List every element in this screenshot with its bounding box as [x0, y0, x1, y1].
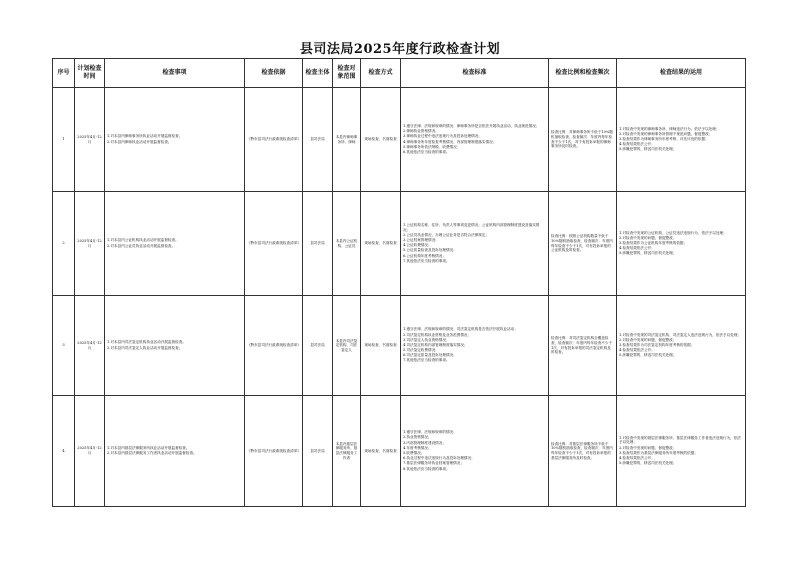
result-line: 5.涉嫌犯罪的，移送司法机关处理。: [619, 251, 677, 256]
header-method: 检查方式: [361, 59, 401, 88]
row-object: 本县内司法鉴定机构、司法鉴定人: [333, 296, 361, 396]
row-object: 本县内基层法律服务所、基层法律服务工作者: [333, 396, 361, 507]
row-object: 本县内律师事务所、律师: [333, 88, 361, 192]
item-line: 1.对本县内基层法律服务所执业活动开展监督检查。: [107, 445, 190, 450]
item-line: 1.对本县内司法鉴定机构执业活动开展监督检查。: [107, 340, 186, 345]
table-row: [53, 296, 746, 396]
header-subject: 检查主体: [303, 59, 333, 88]
row-basis: 《黔东县司法行政系统检查清单》: [245, 296, 303, 396]
header-standard: 检查标准: [401, 59, 549, 88]
row-no: 4: [53, 396, 75, 507]
standard-line: 4.律师事务所年度检查考核情况、内部管理制度落实情况；: [403, 139, 497, 144]
row-result: [617, 88, 746, 192]
standard-line: 3.司法鉴定人执业资格情况；: [403, 337, 450, 342]
row-ratio: 检查比例：对基层法律服务所不低于10%随机抽取检查，检查频次：年度内每年检查不少于1次，对有投诉举报的基层法律服务所及时检查。: [549, 396, 617, 507]
item-line: 2.对本县内公证员执业活动开展监督检查。: [107, 243, 176, 248]
standard-line: 4.司法鉴定机构内部管理制度落实情况；: [403, 342, 468, 347]
header-ratio: 检查比例和检查频次: [549, 59, 617, 88]
result-line: 5.涉嫌犯罪的，移送司法机关处理。: [619, 147, 677, 152]
row-method: 现场检查、书面检查: [361, 396, 401, 507]
standard-line: 4.年度考核情况；: [403, 445, 432, 450]
item-line: 1.对本县内公证机构执业活动开展监督检查。: [107, 238, 179, 243]
table-row: [53, 88, 746, 192]
standard-line: 3.内部管理制度建设情况；: [403, 440, 446, 445]
table-row: [53, 396, 746, 507]
standard-line: 5.收费情况；: [403, 451, 425, 455]
row-no: 1: [53, 88, 75, 192]
result-line: 5.涉嫌犯罪的，移送司法机关处理。: [619, 353, 677, 358]
row-items: [105, 396, 245, 507]
standard-line: 5.公证质量检查及投诉处理情况；: [403, 248, 457, 253]
inspection-plan-table: [52, 58, 746, 507]
header-result: 检查结果的运用: [617, 59, 746, 88]
result-line: 2.对检查中发现的律师事务所管理不规范问题，督促整改；: [619, 131, 713, 136]
standard-line: 6.公证机构年度考核情况；: [403, 253, 446, 258]
header-basis: 检查依据: [245, 59, 303, 88]
row-subject: 县司法局: [303, 192, 333, 296]
row-standard: [401, 88, 549, 192]
row-basis: 《黔东县司法行政系统检查清单》: [245, 396, 303, 507]
standard-line: 6.其他依法应当检查的事项。: [403, 149, 450, 154]
standard-line: 2.律师执业资格情况；: [403, 129, 439, 134]
result-line: 2.对检查中发现的问题，督促整改；: [619, 337, 677, 342]
row-method: 现场检查、书面检查: [361, 88, 401, 192]
row-object: 本县内公证机构、公证员: [333, 192, 361, 296]
row-items: [105, 296, 245, 396]
result-line: 4.检查结果依法公开；: [619, 455, 655, 460]
table-header-row: [53, 59, 746, 88]
row-standard: [401, 296, 549, 396]
page-title: 县司法局2025年度行政检查计划: [299, 42, 501, 57]
row-ratio: 检查比例：对律师事务所不低于10%随机抽取检查，检查频次：年度内每年检查不少于1次，对于有投诉举报的律师事务所及时检查。: [549, 88, 617, 192]
standard-line: 1.遵守法律、法规和规章的情况；: [403, 430, 457, 435]
row-ratio: 检查比例：按照公证机构数量不低于10%随机抽取检查，检查频次：年度内每年检查不少于1次，对有投诉举报的公证机构及时检查。: [549, 192, 617, 296]
header-object: 检查对象范围: [333, 59, 361, 88]
standard-line: 7.其他依法应当检查的事项。: [403, 358, 450, 363]
standard-line: 1.遵守法律、法规和规章的情况；司法鉴定机构是否依法开展执业活动；: [403, 327, 518, 332]
result-line: 2.对检查中发现的问题，督促整改；: [619, 445, 677, 450]
result-line: 3.检查结果作为司法鉴定机构年度考核的依据；: [619, 342, 695, 347]
result-line: 2.对检查中发现的问题，督促整改；: [619, 235, 677, 240]
row-subject: 县司法局: [303, 88, 333, 192]
row-result: [617, 192, 746, 296]
row-standard: [401, 192, 549, 296]
item-line: 1.对本县内律师事务所执业活动开展监督检查。: [107, 134, 183, 139]
item-line: 2.对本县内基层法律服务工作者执业活动开展监督检查。: [107, 451, 197, 455]
standard-line: 2.司法鉴定机构执业资格及业务范围情况；: [403, 332, 472, 337]
row-basis: 《黔东县司法行政系统检查清单》: [245, 192, 303, 296]
standard-line: 7.基层法律服务所执业档案管理情况；: [403, 461, 464, 466]
result-line: 4.检查结果依法公开；: [619, 142, 655, 147]
row-method: 现场检查、书面检查: [361, 296, 401, 396]
row-basis: 《黔东县司法行政系统检查清单》: [245, 88, 303, 192]
result-line: 1.对检查中发现的律师事务所、律师违法行为，依法予以处理；: [619, 126, 720, 131]
row-items: [105, 192, 245, 296]
result-line: 5.涉嫌犯罪的，移送司法机关处理。: [619, 461, 677, 466]
row-standard: [401, 396, 549, 507]
row-method: 现场检查、书面检查: [361, 192, 401, 296]
standard-line: 1.公证机构名称、住所、负责人等事项变更情况；公证机构内部管理制度建设及落实情况；: [403, 223, 540, 232]
standard-line: 8.其他依法应当检查的事项。: [403, 466, 450, 471]
row-ratio: 检查比例：对司法鉴定机构全覆盖检查，检查频次：年度内每年检查不少于1次，对有投诉举报的司法鉴定机构及时检查。: [549, 296, 617, 396]
row-subject: 县司法局: [303, 296, 333, 396]
header-no: 序号: [53, 59, 75, 88]
header-time: 计划检查时间: [75, 59, 105, 88]
standard-line: 5.律师事务所依法纳税、收费情况；: [403, 144, 461, 149]
row-time: 2025年4月-12月: [75, 88, 105, 192]
result-line: 3.检查结果作为律师事务所年度考核、评先评优的依据；: [619, 136, 709, 141]
row-result: [617, 296, 746, 396]
result-line: 1.对检查中发现的基层法律服务所、基层法律服务工作者违法违规行为，依法予以处理；: [619, 435, 742, 445]
header-items: 检查事项: [105, 59, 245, 88]
row-no: 3: [53, 296, 75, 396]
standard-line: 2.公证员执业情况，办理公证业务是否符合法律规定；: [403, 232, 490, 237]
standard-line: 6.执业过程中违法违规行为及投诉处理情况；: [403, 456, 475, 461]
row-items: [105, 88, 245, 192]
row-no: 2: [53, 192, 75, 296]
standard-line: 6.司法鉴定质量及投诉处理情况；: [403, 353, 457, 358]
table-row: [53, 192, 746, 296]
standard-line: 2.执业资格情况；: [403, 435, 432, 440]
row-time: 2025年4月-12月: [75, 296, 105, 396]
standard-line: 1.遵守法律、法规和规章的情况；律师事务所是否依法开展执业活动，执业规范情况；: [403, 123, 540, 128]
item-line: 2.对本县内律师执业活动开展监督检查。: [107, 139, 172, 144]
result-line: 1.对检查中发现的司法鉴定机构、司法鉴定人违法违规行为，依法予以处理；: [619, 332, 742, 337]
row-time: 2025年4月-12月: [75, 192, 105, 296]
item-line: 2.对本县内司法鉴定人执业活动开展监督检查。: [107, 345, 183, 350]
result-line: 3.检查结果作为基层法律服务所年度考核的依据；: [619, 450, 698, 455]
standard-line: 7.其他依法应当检查的事项。: [403, 258, 450, 263]
row-result: [617, 396, 746, 507]
result-line: 1.对检查中发现的公证机构、公证员违法违规行为，依法予以处理；: [619, 230, 727, 235]
result-line: 3.检查结果作为公证机构年度考核的依据；: [619, 240, 688, 245]
standard-line: 3.律师执业过程中违法违规行为及投诉处理情况；: [403, 134, 482, 139]
standard-line: 5.司法鉴定收费情况；: [403, 348, 439, 353]
standard-line: 3.公证档案管理情况；: [403, 238, 439, 243]
result-line: 4.检查结果依法公开；: [619, 246, 655, 251]
result-line: 4.检查结果依法公开；: [619, 348, 655, 353]
row-subject: 县司法局: [303, 396, 333, 507]
standard-line: 4.公证收费情况；: [403, 243, 432, 248]
row-time: 2025年4月-12月: [75, 396, 105, 507]
